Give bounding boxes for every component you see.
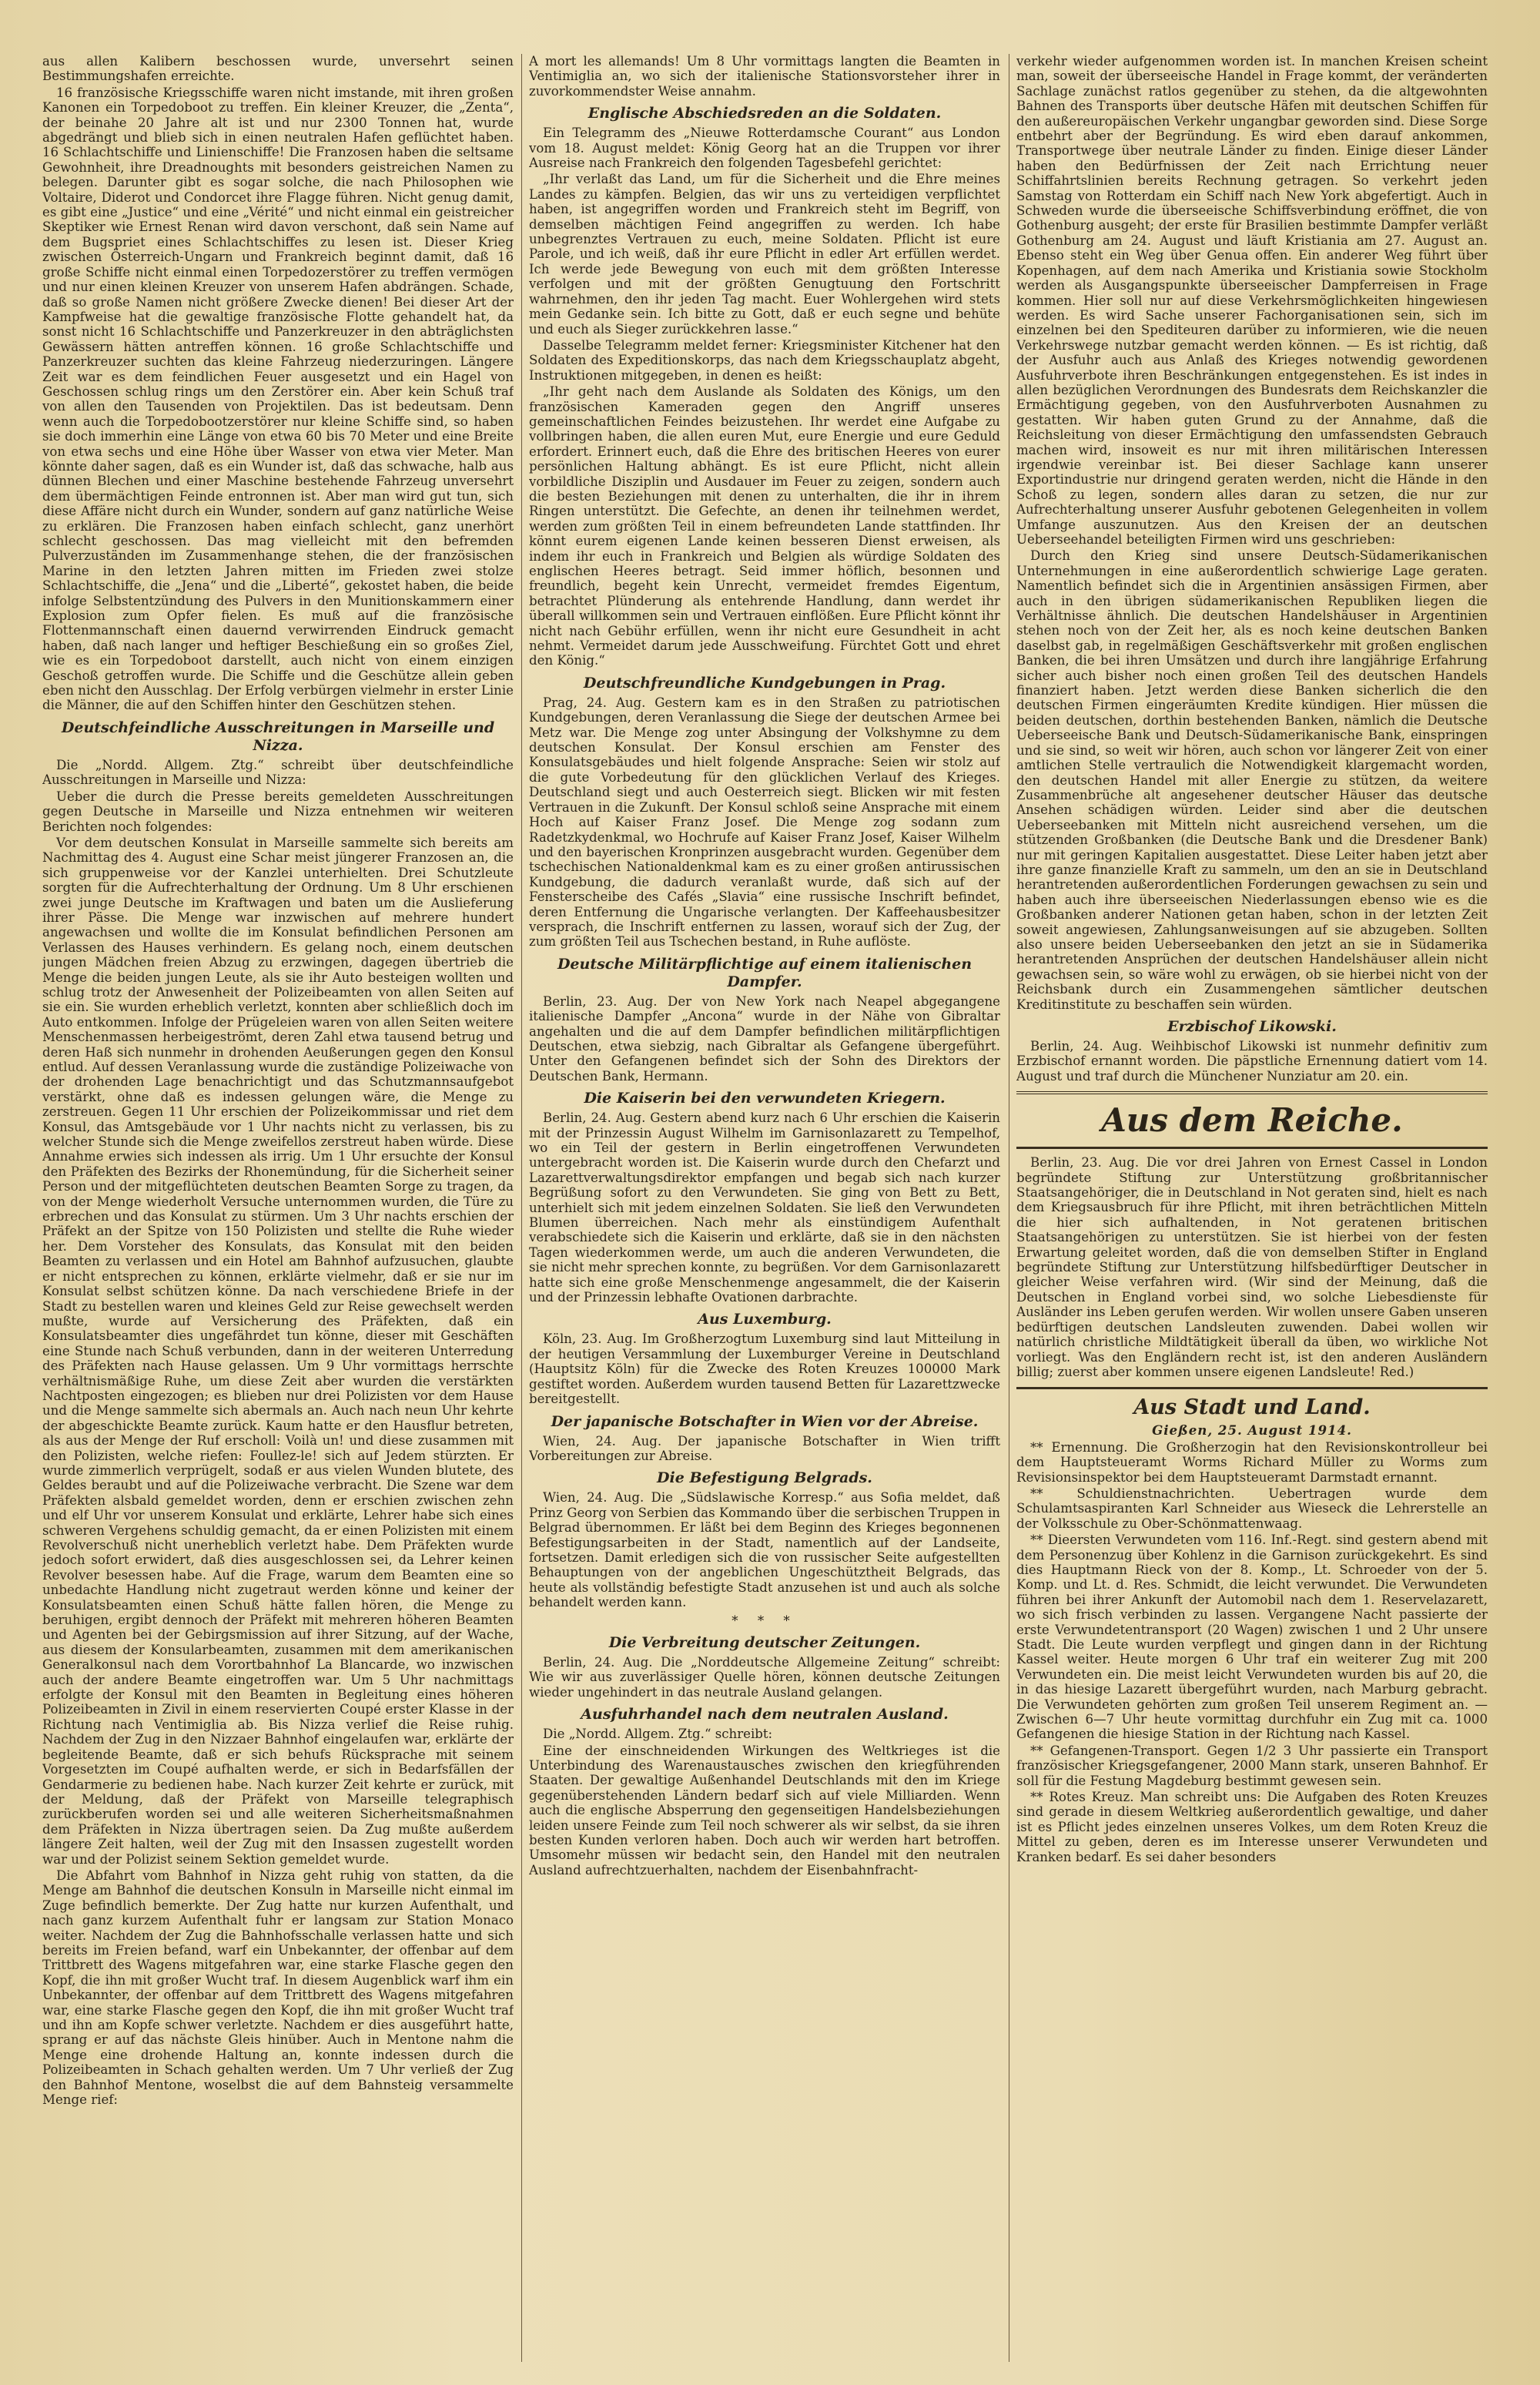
article-paragraph: „Ihr verlaßt das Land, um für die Sicherheit und die Ehre meines Landes zu kämpfen. Belgien, das wir uns zu verteidigen verpflichtet haben, ist angegriffen worden und Frankreich steht im Begriff, von demselben mächtigen Feind angegriffen zu werden. Ich habe unbegrenztes Vertrauen zu euch, meine Soldaten. Pflicht ist eure Parole, und ich weiß, daß ihr eure Pflicht in edler Art erfüllen werdet. Ich werde jede Bewegung von euch mit dem größten Interesse verfolgen und mit der größten Genugtuung den Fortschritt wahrnehmen, den ihr jeden Tag macht. Euer Wohlergehen wird stets mein Gedanke sein. Ich bitte zu Gott, daß er euch segne und behüte und euch als Sieger zurückkehren lasse.“ (529, 172, 1000, 337)
article-headline: Deutschfeindliche Ausschreitungen in Marseille und Nizza. (61, 719, 495, 754)
article-paragraph: Berlin, 23. Aug. Die vor drei Jahren von Ernest Cassel in London begründete Stiftung zur Unterstützung großbritannischer Staatsangehöriger, die in Deutschland in Not geraten sind, hielt es nach dem Kriegsausbruch für ihre Pflicht, mit ihren beträchtlichen Mitteln die hier sich aufhaltenden, in Not geratenen britischen Staatsangehörigen zu unterstützen. Sie ist hierbei von der festen Erwartung geleitet worden, daß die von demselben Stifter in England begründete Stiftung zur Unterstützung hilfsbedürftiger Deutscher in gleicher Weise verfahren wird. (Wir sind der Meinung, daß die Deutschen in England vorbei sind, wo solche Liebesdienste für Ausländer ins Leben gerufen werden. Wir wollen unsere Gaben unseren bedürftigen deutschen Landsleuten zuwenden. Dabei wollen wir natürlich christliche Mildtätigkeit überall da üben, wo wirkliche Not vorliegt. Was den Engländern recht ist, ist den anderen Ausländern billig; zuerst aber kommen unsere eigenen Landsleute! Red.) (1016, 1155, 1488, 1379)
article-paragraph: Durch den Krieg sind unsere Deutsch-Südamerikanischen Unternehmungen in eine außerordentlich schwierige Lage geraten. Namentlich befindet sich die in Argentinien ansässigen Firmen, aber auch in den übrigen südamerikanischen Republiken liegen die Verhältnisse ähnlich. Die deutschen Handelshäuser in Argentinien stehen noch von der Zeit her, als es noch keine deutschen Banken daselbst gab, in regelmäßigen Geschäftsverkehr mit großen englischen Banken, die bei ihren Umsätzen und durch ihre langjährige Erfahrung sicher auch bisher noch einen großen Teil des deutschen Handels finanziert haben. Jetzt werden diese Banken sicherlich die den deutschen Firmen eingeräumten Kredite kündigen. Hier müssen die beiden deutschen, dorthin bestehenden Banken, nämlich die Deutsche Ueberseeische Bank und Deutsch-Südamerikanische Bank, einspringen und sie sind, so weit wir hören, auch schon vor längerer Zeit von einer amtlichen Stelle vertraulich die Notwendigkeit klargemacht worden, den deutschen Handel mit aller Energie zu stützen, da weitere Zusammenbrüche alt angesehener deutscher Häuser das deutsche Ansehen schädigen würden. Leider sind aber die deutschen Ueberseebanken mit Mitteln nicht ausreichend versehen, um die stützenden Großbanken (die Deutsche Bank und die Dresdener Bank) nur mit geringen Kapitalien ausgestattet. Diese Leiter haben jetzt aber ihre ganze finanzielle Kraft zu sammeln, um den an sie in Deutschland herantretenden außerordentlichen Forderungen gewachsen zu sein und haben auch ihre überseeischen Niederlassungen ebenso wie es die Großbanken anderer Nationen getan haben, schon in der letzten Zeit soweit angewiesen, Zahlungsanweisungen auf sie abzugeben. Sollten also unsere beiden Ueberseebanken den jetzt an sie in Südamerika herantretenden Ansprüchen der deutschen Handelshäuser allein nicht gewachsen sein, so wäre wohl zu erwägen, ob sie hierbei nicht von der Reichsbank durch ein Zusammengehen sämtlicher deutschen Kreditinstitute zu beschaffen sein würden. (1016, 548, 1488, 1012)
section-header: Aus Stadt und Land. (1016, 1387, 1488, 1420)
dateline: Gießen, 25. August 1914. (1152, 1422, 1352, 1439)
article-paragraph: ** Rotes Kreuz. Man schreibt uns: Die Aufgaben des Roten Kreuzes sind gerade in diesem Weltkrieg außerordentlich gewaltige, und daher ist es Pflicht jedes einzelnen unseres Volkes, um dem Roten Kreuz die Mittel zu geben, deren es im Interesse unserer Verwundeten und Kranken bedarf. Es sei daher besonders (1016, 1790, 1488, 1864)
article-paragraph: aus allen Kalibern beschossen wurde, unversehrt seinen Bestimmungshafen erreichte. (42, 54, 514, 84)
article-paragraph: Die „Nordd. Allgem. Ztg.“ schreibt: (543, 1727, 773, 1742)
article-paragraph: „Ihr geht nach dem Auslande als Soldaten des Königs, um den französischen Kameraden gegen den Angriff unseres gemeinschaftlichen Feindes beizustehen. Ihr werdet eine Aufgabe zu vollbringen haben, die allen euren Mut, eure Energie und eure Geduld erfordert. Erinnert euch, daß die Ehre des britischen Heeres von eurer persönlichen Haltung abhängt. Es ist eure Pflicht, nicht allein vorbildliche Disziplin und Ausdauer im Feuer zu zeigen, sondern auch die besten Beziehungen mit denen zu unterhalten, die ihr in ihrem Ringen unterstützt. Die Gefechte, an denen ihr teilnehmen werdet, werden zum größten Teil in einem befreundeten Lande stattfinden. Ihr könnt eurem eigenen Lande keinen besseren Dienst erweisen, als indem ihr euch in Frankreich und Belgien als würdige Soldaten des englischen Heeres betragt. Seid immer höflich, besonnen und freundlich, begeht kein Unrecht, vermeidet fremdes Eigentum, betrachtet Plünderung als entehrende Handlung, dann werdet ihr überall willkommen sein und Vertrauen einflößen. Eure Pflicht könnt ihr nicht nach Gebühr erfüllen, wenn ihr nicht eure Gesundheit in acht nehmt. Vermeidet darum jede Ausschweifung. Fürchtet Gott und ehret den König.“ (529, 384, 1000, 668)
article-headline: Die Kaiserin bei den verwundeten Kriegern. (584, 1090, 946, 1107)
article-paragraph: Eine der einschneidenden Wirkungen des Weltkrieges ist die Unterbindung des Warenaustausches zwischen den kriegführenden Staaten. Der gewaltige Außenhandel Deutschlands mit den im Kriege gegenüberstehenden Ländern bedarf sich auf viele Milliarden. Wenn auch die englische Absperrung den gegenseitigen Handelsbeziehungen leiden unsere Feinde zum Teil noch schwerer als wir selbst, da sie ihren besten Kunden verloren haben. Doch auch wir werden hart betroffen. Umsomehr müssen wir bedacht sein, den Handel mit den neutralen Ausland aufrechtzuerhalten, nachdem der Eisenbahnfracht- (529, 1743, 1000, 1878)
column-rule (521, 54, 522, 2362)
article-headline: Die Verbreitung deutscher Zeitungen. (608, 1633, 921, 1651)
column-1 (42, 54, 514, 2362)
article-headline: Ausfuhrhandel nach dem neutralen Ausland. (581, 1706, 949, 1723)
article-paragraph: Berlin, 23. Aug. Der von New York nach Neapel abgegangene italienische Dampfer „Ancona“ wurde in der Nähe von Gibraltar angehalten und die auf dem Dampfer befindlichen militärpflichtigen Deutschen, etwa siebzig, nach Gibraltar als Gefangene übergeführt. Unter den Gefangenen befindet sich der Sohn des Direktors der Deutschen Bank, Hermann. (529, 993, 1000, 1084)
article-paragraph: Vor dem deutschen Konsulat in Marseille sammelte sich bereits am Nachmittag des 4. August eine Schar meist jüngerer Franzosen an, die sich gruppenweise vor der Kanzlei unterhielten. Drei Schutzleute sorgten für die Aufrechterhaltung der Ordnung. Um 8 Uhr erschienen zwei junge Deutsche im Kraftwagen und baten um die Auslieferung ihrer Pässe. Die Menge war inzwischen auf mehrere hundert angewachsen und wollte die im Konsulat befindlichen Personen am Verlassen des Hauses verhindern. Es gelang noch, einem deutschen jungen Mädchen freien Abzug zu erzwingen, dagegen übertrieb die Menge die beiden jungen Leute, als sie ihr Auto besteigen wollten und schlug trotz der Anwesenheit der Polizeibeamten von allen Seiten auf sie ein. Sie wurden erheblich verletzt, konnten aber schließlich doch im Auto entkommen. Infolge der Prügeleien waren von allen Seiten weitere Menschenmassen herbeigeströmt, deren Zahl etwa tausend betrug und deren Haß sich nunmehr in drohenden Aeußerungen gegen den Konsul entlud. Auf dessen Veranlassung wurde die zuständige Polizeiwache von der drohenden Lage benachrichtigt und das Schutzmannsaufgebot verstärkt, ohne daß es indessen gelungen wäre, die Menge zu zerstreuen. Gegen 11 Uhr erschien der Polizeikommissar und riet dem Konsul, das Amtsgebäude vor 1 Uhr nachts nicht zu verlassen, bis zu welcher Stunde sich die Menge zweifellos zerstreut haben würde. Diese Annahme erwies sich indessen als irrig. Um 1 Uhr ersuchte der Konsul den Präfekten des Bezirks der Rhonemündung, für die Sicherheit seiner Person und der mitgeflüchteten deutschen Beamten Sorge zu tragen, da von der Menge wiederholt Versuche unternommen wurden, die Türe zu erbrechen und das Konsulat zu stürmen. Um 3 Uhr nachts erschien der Präfekt an der Spitze von 150 Polizisten und stellte die Ruhe wieder her. Dem Vorsteher des Konsulats, das Konsulat mit den beiden Beamten zu verlassen und ein Hotel am Bahnhof aufzusuchen, glaubte er nicht entsprechen zu können, erklärte vielmehr, daß er sie nur im Konsulat selbst schützen könne. Da nach verschiedene Briefe in der Stadt zu bestellen waren und kleines Geld zur Reise gewechselt werden mußte, wurde auf Versicherung des Präfekten, daß ein Konsulatsbeamter dies ungefährdet tun könne, dieser mit Geschäften eine Stunde nach Schuß verbunden, dann in der weiteren Unterredung des Präfekten nach Hause gelassen. Um 9 Uhr vormittags herrschte verhältnismäßige Ruhe, um diese Zeit aber wurden die verstärkten Nachtposten eingezogen; es blieben nur drei Polizisten vor dem Hause und die Menge sammelte sich abermals an. Auch nach neun Uhr kehrte der abgeschickte Beamte zurück. Kaum hatte er den Hausflur betreten, als aus der Menge der Ruf erscholl: Voilà un! und diese zusammen mit den Polizisten, welche riefen: Foullez-le! sich auf Jedem stürzten. Er wurde zimmerlich verprügelt, sodaß er aus vielen Wunden blutete, des Geldes beraubt und auf die Polizeiwache verbracht. Die Szene war dem Präfekten alsbald gemeldet worden, denn er erschien zwischen zehn und elf Uhr vor unserem Konsulat und erklärte, Lehrer habe sich eines schweren Vergehens schuldig gemacht, da er einen Polizisten mit einem Revolverschuß nicht unerheblich verletzt habe. Dem Präfekten wurde jedoch sofort erwidert, daß dies ausgeschlossen sei, da Lehrer keinen Revolver besessen habe. Auf die Frage, warum dem Beamten eine so unbedachte Handlung nicht zugetraut werden könne und keiner der Konsulatsbeamten einen Schuß hätte fallen hören, die Menge zu beruhigen, ergibt dennoch der Präfekt mit mehreren höheren Beamten und Agenten bei der Gebirgsmission auf ihrer Sitzung, auf der Wache, aus diesem der Konsularbeamten, zusammen mit dem amerikanischen Generalkonsul nach dem Vorortbahnhof La Blancarde, wo inzwischen auch der andere Beamte eingetroffen war. Um 5 Uhr nachmittags erfolgte der Konsul mit den Beamten in Begleitung eines höheren Polizeibeamten in Zivil in einem reservierten Coupé erster Klasse in der Richtung nach Ventimiglia ab. Bis Nizza verlief die Reise ruhig. Nachdem der Zug in den Nizzaer Bahnhof eingelaufen war, erklärte der begleitende Beamte, daß er sich behufs Rücksprache mit seinem Vorgesetzten im Coupé aufhalten werde, er sich in Bedarfsfällen der Gendarmerie zu bedienen habe. Nach kurzer Zeit kehrte er zurück, mit der Meldung, daß der Präfekt von Marseille telegraphisch zurückberufen worden sei und alle weiteren Sicherheitsmaßnahmen dem Präfekten in Nizza übertragen seien. Da Zug mußte außerdem längere Zeit halten, weil der Zug mit den Insassen zugestellt worden war und der Polizist seinem Sektion gemeldet wurde. (42, 835, 514, 1867)
article-paragraph: ** Dieersten Verwundeten vom 116. Inf.-Regt. sind gestern abend mit dem Personenzug über Kohlenz in die Garnison zurückgekehrt. Es sind dies Hauptmann Rieck von der 8. Komp., Lt. Schroeder von der 5. Komp. und Lt. d. Res. Schmidt, die leicht verwundet. Die Verwundeten führen bei ihrer Ankunft der Automobil nach dem 1. Reservelazarett, wo sich frisch verbinden zu lassen. Vergangene Nacht passierte der erste Verwundetentransport (20 Wagen) zwischen 1 und 2 Uhr unsere Stadt. Die Leute wurden verpflegt und gingen dann in der Richtung Kassel weiter. Heute morgen 6 Uhr traf ein weiterer Zug mit 200 Verwundeten ein. Die meist leicht Verwundeten wurden bis auf 20, die in das hiesige Lazarett übergeführt wurden, nach Marburg gebracht. Die Verwundeten gehörten zum großen Teil unserem Regiment an. — Zwischen 6—7 Uhr heute vormittag durchfuhr ein Zug mit ca. 1000 Gefangenen die hiesige Station in der Richtung nach Kassel. (1016, 1532, 1488, 1742)
article-paragraph: Berlin, 24. Aug. Die „Norddeutsche Allgemeine Zeitung“ schreibt: Wie wir aus zuverlässiger Quelle hören, können deutsche Zeitungen wieder ungehindert in das neutrale Ausland gelangen. (529, 1654, 1000, 1700)
article-headline: Aus Luxemburg. (698, 1311, 832, 1328)
article-headline: Der japanische Botschafter in Wien vor der Abreise. (551, 1412, 979, 1430)
article-paragraph: Prag, 24. Aug. Gestern kam es in den Straßen zu patriotischen Kundgebungen, deren Veranlassung die Siege der deutschen Armee bei Metz war. Die Menge zog unter Absingung der Volkshymne zu dem deutschen Konsulat. Der Konsul erschien am Fenster des Konsulatsgebäudes und hielt folgende Ansprache: Seien wir stolz auf die gute Vorbedeutung für den glücklichen Verlauf des Krieges. Deutschland siegt und auch Oesterreich siegt. Blicken wir mit festen Vertrauen in die Zukunft. Der Konsul schloß seine Ansprache mit einem Hoch auf Kaiser Franz Josef. Die Menge zog sodann zum Radetzkydenkmal, wo Hochrufe auf Kaiser Franz Josef, Kaiser Wilhelm und den bayerischen Kronprinzen ausgebracht wurden. Gegenüber dem tschechischen Nationaldenkmal kam es zu einer großen antirussischen Kundgebung, die dadurch veranlaßt wurde, daß sich auf der Fensterscheibe des Cafés „Slavia“ eine russische Inschrift befindet, deren Entfernung die Ungarische verlangten. Der Kaffeehausbesitzer versprach, die Inschrift entfernen zu lassen, worauf sich der Zug, der zum größten Teil aus Tschechen bestand, in Ruhe auflöste. (529, 695, 1000, 950)
article-paragraph: Wien, 24. Aug. Der japanische Botschafter in Wien trifft Vorbereitungen zur Abreise. (529, 1433, 1000, 1463)
article-paragraph: Ein Telegramm des „Nieuwe Rotterdamsche Courant“ aus London vom 18. August meldet: König Georg hat an die Truppen vor ihrer Ausreise nach Frankreich den folgenden Tagesbefehl gerichtet: (529, 126, 1000, 171)
section-header: Aus dem Reiche. (1016, 1091, 1488, 1149)
article-paragraph: verkehr wieder aufgenommen worden ist. In manchen Kreisen scheint man, soweit der überseeische Handel in Frage kommt, der veränderten Sachlage zunächst ratlos gegenüber zu stehen, da die altgewohnten Bahnen des Transports über deutsche Häfen mit deutschen Schiffen für den außereuropäischen Verkehr ungangbar geworden sind. Diese Sorge entbehrt aber der Begründung. Es wird eben darauf ankommen, Transportwege über neutrale Länder zu finden. Einige dieser Länder haben den Bedürfnissen der Zeit nach Errichtung neuer Schiffahrtslinien bereits Rechnung getragen. So verkehrt jeden Samstag von Rotterdam ein Schiff nach New York abgefertigt. Auch in Schweden wurde die überseeische Schiffsverbindung eröffnet, die von Gothenburg ausgeht; der erste für Brasilien bestimmte Dampfer verläßt Gothenburg am 24. August und läuft Kristiania am 27. August an. Ebenso steht ein Weg über Genua offen. Ein anderer Weg führt über Kopenhagen, auf dem nach Amerika und Kristiania sowie Stockholm werden als Ausgangspunkte überseeischer Dampferreisen in Frage kommen. Hier soll nur auf diese Verkehrsmöglichkeiten hingewiesen werden. Es wird Sache unserer Fachorganisationen sein, sich im einzelnen bei den Spediteuren darüber zu informieren, wie die neuen Verkehrswege nutzbar gemacht werden können. — Es ist richtig, daß der Ausfuhr auch aus Anlaß des Krieges notwendig gewordenen Ausfuhrverbote ihren Beschränkungen entgegenstehen. Es ist indes in allen bezüglichen Verordnungen des Bundesrats dem Reichskanzler die Ermächtigung gegeben, von den Ausfuhrverboten Ausnahmen zu gestatten. Wir haben guten Grund zu der Annahme, daß die Reichsleitung von dieser Ermächtigung den umfassendsten Gebrauch machen wird, insoweit es nur mit ihren militärischen Interessen irgendwie vereinbar ist. Bei dieser Sachlage kann unserer Exportindustrie nur dringend geraten werden, nicht die Hände in den Schoß zu legen, sondern alles daran zu setzen, die nur zur Aufrechterhaltung unserer Ausfuhr gebotenen Gelegenheiten in vollem Umfange auszunutzen. Aus den Kreisen der an deutschen Ueberseehandel beteiligten Firmen wird uns geschrieben: (1016, 54, 1488, 547)
article-paragraph: Die „Nordd. Allgem. Ztg.“ schreibt über deutschfeindliche Ausschreitungen in Marseille und Nizza: (42, 757, 514, 788)
article-headline: Deutsche Militärpflichtige auf einem italienischen Dampfer. (557, 955, 973, 990)
article-headline: Die Befestigung Belgrads. (657, 1469, 872, 1487)
article-paragraph: Berlin, 24. Aug. Weihbischof Likowski ist nunmehr definitiv zum Erzbischof ernannt worden. Die päpstliche Ernennung datiert vom 14. August und traf durch die Münchener Nunziatur am 20. ein. (1016, 1039, 1488, 1084)
article-paragraph: ** Ernennung. Die Großherzogin hat den Revisionskontrolleur bei dem Hauptsteueramt Worms Richard Müller zu Worms zum Revisionsinspektor bei dem Hauptsteueramt Darmstadt ernannt. (1016, 1439, 1488, 1485)
article-paragraph: Köln, 23. Aug. Im Großherzogtum Luxemburg sind laut Mitteilung in der heutigen Versammlung der Luxemburger Vereine in Deutschland (Hauptsitz Köln) für die Zwecke des Roten Kreuzes 100000 Mark gestiftet worden. Außerdem wurden tausend Betten für Lazarettzwecke bereitgestellt. (529, 1332, 1000, 1407)
separator-stars: * * * (732, 1613, 798, 1628)
article-paragraph: Wien, 24. Aug. Die „Südslawische Korresp.“ aus Sofia meldet, daß Prinz Georg von Serbien das Kommando über die serbischen Truppen in Belgrad übernommen. Er läßt bei dem Beginn des Krieges begonnenen Befestigungsarbeiten in der Stadt, namentlich auf der Landseite, fortsetzen. Damit erledigen sich die von russischer Seite aufgestellten Behauptungen von der angeblichen Ungeschütztheit Belgrads, das heute als vollständig befestigte Stadt anzusehen ist und auch als solche behandelt werden kann. (529, 1490, 1000, 1610)
article-paragraph: Dasselbe Telegramm meldet ferner: Kriegsminister Kitchener hat den Soldaten des Expeditionskorps, das nach dem Kriegsschauplatz abgeht, Instruktionen mitgegeben, in denen es heißt: (529, 337, 1000, 383)
article-paragraph: ** Schuldienstnachrichten. Uebertragen wurde dem Schulamtsaspiranten Karl Schneider aus Wieseck die Lehrerstelle an der Volksschule zu Ober-Schönmattenwaag. (1016, 1486, 1488, 1531)
column-2 (529, 54, 1000, 2362)
column-3 (1016, 54, 1488, 2362)
article-headline: Erzbischof Likowski. (1167, 1018, 1337, 1035)
article-headline: Englische Abschiedsreden an die Soldaten. (588, 105, 942, 122)
article-paragraph: Die Abfahrt vom Bahnhof in Nizza geht ruhig von statten, da die Menge am Bahnhof die deutschen Konsuln in Marseille nicht einmal im Zuge befindlich bemerkte. Der Zug hatte nur kurzen Aufenthalt, und nach ganz kurzem Aufenthalt fuhr er langsam zur Station Monaco weiter. Nachdem der Zug die Bahnhofsschalle verlassen hatte und sich bereits im Freien befand, warf ein Unbekannter, der offenbar auf dem Trittbrett des Wagens mitgefahren war, eine starke Flasche gegen den Kopf, die ihn mit großer Wucht traf. In diesem Augenblick warf ihm ein Unbekannter, der offenbar auf dem Trittbrett des Wagens mitgefahren war, eine starke Flasche gegen den Kopf, die ihn mit großer Wucht traf und ihn am Kopfe schwer verletzte. Nachdem er dies ausgeführt hatte, sprang er auf das nächste Gleis hinüber. Auch in Mentone nahm die Menge eine drohende Haltung an, konnte indessen durch die Polizeibeamten in Schach gehalten werden. Um 7 Uhr verließ der Zug den Bahnhof Mentone, woselbst die auf dem Bahnsteig versammelte Menge rief: (42, 1867, 514, 2108)
article-paragraph: Ueber die durch die Presse bereits gemeldeten Ausschreitungen gegen Deutsche in Marseille und Nizza entnehmen wir weiteren Berichten noch folgendes: (42, 789, 514, 834)
article-paragraph: Berlin, 24. Aug. Gestern abend kurz nach 6 Uhr erschien die Kaiserin mit der Prinzessin August Wilhelm im Garnisonlazarett zu Tempelhof, wo ein Teil der gestern in Berlin eingetroffenen Verwundeten untergebracht worden ist. Die Kaiserin wurde durch den Chefarzt und Lazarettverwaltungsdirektor empfangen und begab sich nach kurzer Begrüßung sofort zu den Verwundeten. Sie ging von Bett zu Bett, unterhielt sich mit jedem einzelnen Soldaten. Sie ließ den Verwundeten Blumen überreichen. Nach mehr als einstündigem Aufenthalt verabschiedete sich die Kaiserin und erklärte, daß sie in den nächsten Tagen wiederkommen werde, um auch die anderen Verwundeten, die sie nicht mehr sprechen konnte, zu begrüßen. Vor dem Garnisonlazarett hatte sich eine große Menschenmenge angesammelt, die der Kaiserin und der Prinzessin lebhafte Ovationen darbrachte. (529, 1110, 1000, 1305)
article-paragraph: ** Gefangenen-Transport. Gegen 1/2 3 Uhr passierte ein Transport französischer Kriegsgefangener, 2000 Mann stark, unseren Bahnhof. Er soll für die Festung Magdeburg bestimmt gewesen sein. (1016, 1743, 1488, 1788)
article-headline: Deutschfreundliche Kundgebungen in Prag. (583, 674, 946, 692)
article-paragraph: 16 französische Kriegsschiffe waren nicht imstande, mit ihren großen Kanonen ein Torpedoboot zu treffen. Ein kleiner Kreuzer, die „Zenta“, der beinahe 20 Jahre alt ist und nur 2300 Tonnen hat, wurde abgedrängt und blieb sich in einen neutralen Hafen geflüchtet haben. 16 Schlachtschiffe und Linienschiffe! Die Franzosen haben die seltsame Gewohnheit, ihre Dreadnoughts mit besonders geistreichen Namen zu belegen. Darunter gibt es sogar solche, die nach Philosophen wie Voltaire, Diderot und Condorcet ihre Flagge führen. Nicht genug damit, es gibt eine „Justice“ und eine „Vérité“ und nicht einmal ein geistreicher Skeptiker wie Ernest Renan wird davon verschont, daß sein Name auf dem Bugspriet eines Schlachtschiffes zu lesen ist. Dieser Krieg zwischen Österreich-Ungarn und Frankreich beginnt damit, daß 16 große Schiffe nicht einmal einen Torpedozerstörer zu treffen vermögen und nur einen kleinen Kreuzer von unserem Hafen abdrängen. Schade, daß so große Namen nicht größere Zwecke dienen! Bei dieser Art der Kampfweise hat die gewaltige französische Flotte gehandelt hat, da sonst nicht 16 Schlachtschiffe und Panzerkreuzer in den abträglichsten Gewässern hätten antreffen können. 16 große Schlachtschiffe und Panzerkreuzer suchten das kleine Fahrzeug niederzuringen. Längere Zeit war es dem feindlichen Feuer ausgesetzt und ein Hagel von Geschossen schlug rings um den Zerstörer ein. Aber kein Schuß traf von allen den Tausenden von Projektilen. Das ist bedeutsam. Denn wenn auch die Torpedobootzerstörer nur kleine Schiffe sind, so haben sie doch immerhin eine Länge von etwa 60 bis 70 Meter und eine Breite von etwa sechs und eine Höhe über Wasser von etwa vier Meter. Man könnte daher sagen, daß es ein Wunder ist, daß das schwache, halb aus dünnen Blechen und einer Maschine bestehende Fahrzeug unversehrt dem übermächtigen Feinde entronnen ist. Aber man wird gut tun, sich diese Affäre nicht durch ein Wunder, sondern auf ganz natürliche Weise zu erklären. Die Franzosen haben einfach schlecht, ganz unerhört schlecht geschossen. Das mag vielleicht mit den befremden Pulverzuständen im Zusammenhange stehen, die der französischen Marine in den letzten Jahren mitten im Frieden zwei stolze Schlachtschiffe, die „Jena“ und die „Liberté“, gekostet haben, die beide infolge Selbstentzündung des Pulvers in den Munitionskammern einer Explosion zum Opfer fielen. Es muß auf die französische Flottenmannschaft einen dauernd verwirrenden Eindruck gemacht haben, daß nach langer und heftiger Beschießung ein so großes Ziel, wie es ein Torpedoboot darstellt, auch nicht von einem einzigen Geschoß getroffen wurde. Die Schiffe und die Geschütze allein geben eben nicht den Ausschlag. Der Erfolg verbürgen vielmehr in erster Linie die Männer, die auf den Schiffen hinter den Geschützen stehen. (42, 85, 514, 713)
article-paragraph: A mort les allemands! Um 8 Uhr vormittags langten die Beamten in Ventimiglia an, wo sich der italienische Stationsvorsteher ihrer in zuvorkommendster Weise annahm. (529, 54, 1000, 99)
